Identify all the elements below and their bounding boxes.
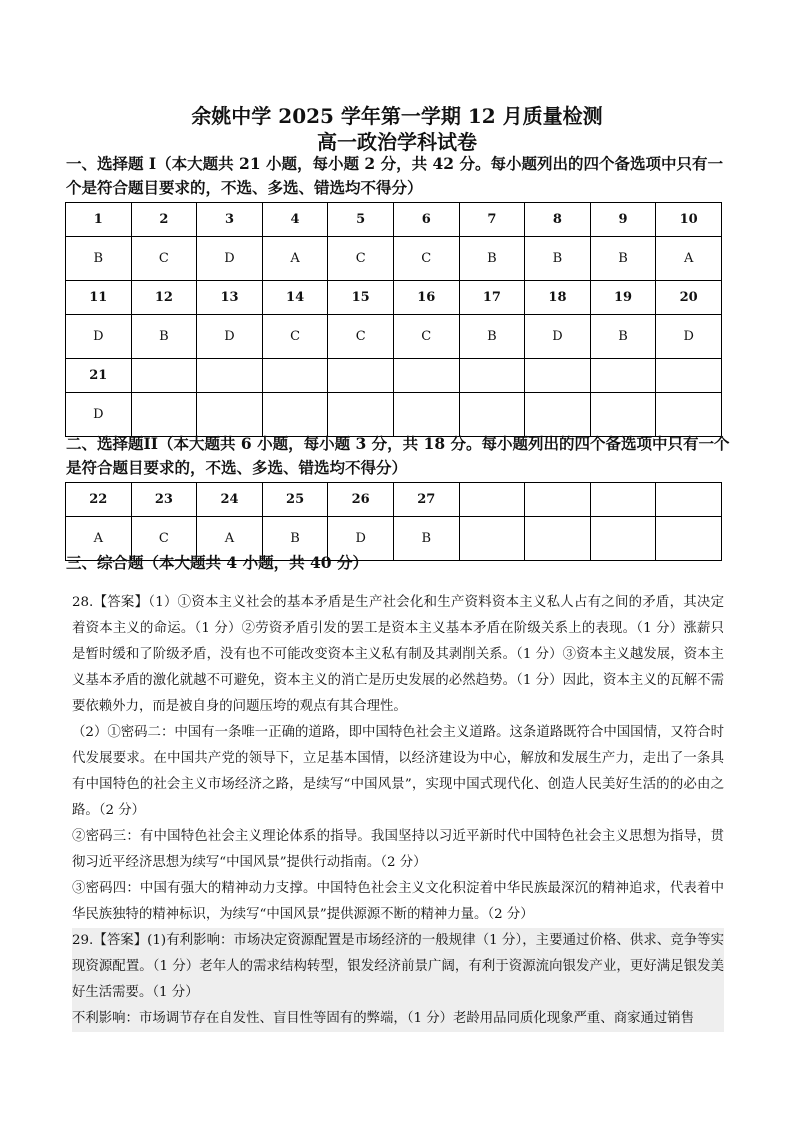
answer-cell [131, 393, 197, 437]
answer-cell: A [197, 517, 263, 561]
document-subtitle: 高一政治学科试卷 [317, 130, 477, 154]
question-number-cell [525, 359, 591, 393]
question-number-cell: 22 [66, 483, 132, 517]
answer-cell: B [459, 315, 525, 359]
section3-heading: 三、综合题（本大题共 4 小题，共 40 分） [66, 553, 368, 572]
question-number-cell: 16 [393, 281, 459, 315]
answer-row [66, 393, 722, 437]
question-number-cell: 23 [131, 483, 197, 517]
answer-cell: D [197, 315, 263, 359]
answer-cell: B [459, 237, 525, 281]
answer-table-1 [65, 202, 722, 437]
question-number-cell: 6 [393, 203, 459, 237]
answer-row [66, 315, 722, 359]
question-number-cell [590, 483, 656, 517]
answer-cell: A [66, 517, 132, 561]
answer-28-4: ③密码四：中国有强大的精神动力支撑。中国特色社会主义文化积淀着中华民族最深沉的精神追求，代表着中华民族独特的精神标识，为续写“中国风景”提供源源不断的精神力量。（2 分） [72, 881, 724, 922]
answer-cell [656, 393, 722, 437]
question-number-cell [197, 359, 263, 393]
question-number-cell: 27 [393, 483, 459, 517]
question-number-cell: 12 [131, 281, 197, 315]
question-number-cell [131, 359, 197, 393]
answer-28-2: （2）①密码二：中国有一条唯一正确的道路，即中国特色社会主义道路。这条道路既符合中国国情，又符合时代发展要求。在中国共产党的领导下，立足基本国情，以经济建设为中心，解放和发展生产力，走出了一条具有中国特色的社会主义市场经济之路，是续写“中国风景”，实现中国式现代化、创造人民美好生活的的必由之路。（2 分） [72, 725, 724, 818]
question-number-cell: 7 [459, 203, 525, 237]
answer-cell: C [393, 315, 459, 359]
answer-cell: A [262, 237, 328, 281]
answer-cell: B [590, 315, 656, 359]
question-number-cell: 5 [328, 203, 394, 237]
answer-table-2 [65, 482, 722, 561]
answer-body [72, 590, 724, 1032]
question-number-cell: 24 [197, 483, 263, 517]
question-number-cell [459, 359, 525, 393]
section2-heading: 二、选择题II（本大题共 6 小题，每小题 3 分，共 18 分。每小题列出的四个备选项中只有一个是符合题目要求的，不选、多选、错选均不得分） [66, 434, 730, 477]
answer-29-2: 不利影响：市场调节存在自发性、盲目性等固有的弊端，（1 分）老龄用品同质化现象严重、商家通过销售 [72, 1006, 724, 1032]
answer-cell: C [328, 315, 394, 359]
question-number-cell: 14 [262, 281, 328, 315]
answer-cell [262, 393, 328, 437]
answer-cell: B [262, 517, 328, 561]
answer-cell: C [328, 237, 394, 281]
answer-cell: B [131, 315, 197, 359]
answer-cell: D [66, 393, 132, 437]
question-number-cell [459, 483, 525, 517]
answer-cell: B [66, 237, 132, 281]
question-number-cell [525, 483, 591, 517]
question-number-row [66, 483, 722, 517]
answer-cell [590, 393, 656, 437]
section1-heading: 一、选择题 I（本大题共 21 小题，每小题 2 分，共 42 分。每小题列出的四个备选项中只有一个是符合题目要求的，不选、多选、错选均不得分） [66, 154, 723, 197]
answer-cell: C [131, 237, 197, 281]
question-number-cell: 8 [525, 203, 591, 237]
question-number-cell [590, 359, 656, 393]
answer-cell [393, 393, 459, 437]
answer-cell [328, 393, 394, 437]
question-number-cell: 17 [459, 281, 525, 315]
question-number-row [66, 281, 722, 315]
question-number-cell: 1 [66, 203, 132, 237]
question-number-cell [328, 359, 394, 393]
question-number-row [66, 359, 722, 393]
question-number-cell: 21 [66, 359, 132, 393]
question-number-cell: 3 [197, 203, 263, 237]
question-number-cell [656, 483, 722, 517]
question-number-cell [393, 359, 459, 393]
question-number-cell: 25 [262, 483, 328, 517]
answer-cell: A [656, 237, 722, 281]
question-number-cell: 26 [328, 483, 394, 517]
answer-cell [197, 393, 263, 437]
answer-cell: D [656, 315, 722, 359]
question-number-row [66, 203, 722, 237]
document-title: 余姚中学 2025 学年第一学期 12 月质量检测 [191, 104, 603, 128]
answer-row [66, 237, 722, 281]
answer-cell: C [393, 237, 459, 281]
answer-cell: B [525, 237, 591, 281]
question-number-cell: 20 [656, 281, 722, 315]
answer-cell: D [66, 315, 132, 359]
question-number-cell: 9 [590, 203, 656, 237]
question-number-cell: 18 [525, 281, 591, 315]
answer-cell: C [262, 315, 328, 359]
answer-28-1: 28.【答案】（1）①资本主义社会的基本矛盾是生产社会化和生产资料资本主义私人占有之间的矛盾，其决定着资本主义的命运。（1 分）②劳资矛盾引发的罢工是资本主义基本矛盾在阶级关系上的表现。（1 分）涨薪只是暂时缓和了阶级矛盾，没有也不可能改变资本主义私有制及其剥削关系。（1 分）③资本主义越发展，资本主义基本矛盾的激化就越不可避免，资本主义的消亡是历史发展的必然趋势。（1 分）因此，资本主义的瓦解不需要依赖外力，而是被自身的问题压垮的观点有其合理性。 [72, 595, 724, 714]
answer-cell [459, 393, 525, 437]
question-number-cell: 2 [131, 203, 197, 237]
answer-29-1: 29.【答案】(1)有利影响：市场决定资源配置是市场经济的一般规律（1 分），主要通过价格、供求、竞争等实现资源配置。（1 分）老年人的需求结构转型，银发经济前景广阔，有利于资源流向银发产业，更好满足银发美好生活需要。（1 分） [72, 928, 724, 1006]
answer-cell: B [393, 517, 459, 561]
question-number-cell: 19 [590, 281, 656, 315]
question-number-cell: 15 [328, 281, 394, 315]
answer-cell: C [131, 517, 197, 561]
answer-cell: D [328, 517, 394, 561]
question-number-cell: 10 [656, 203, 722, 237]
question-number-cell [656, 359, 722, 393]
question-number-cell: 4 [262, 203, 328, 237]
question-number-cell: 13 [197, 281, 263, 315]
answer-cell: D [525, 315, 591, 359]
question-number-cell [262, 359, 328, 393]
answer-cell [525, 393, 591, 437]
answer-28-3: ②密码三：有中国特色社会主义理论体系的指导。我国坚持以习近平新时代中国特色社会主义思想为指导，贯彻习近平经济思想为续写“中国风景”提供行动指南。（2 分） [72, 829, 724, 870]
answer-cell: B [590, 237, 656, 281]
answer-cell: D [197, 237, 263, 281]
question-number-cell: 11 [66, 281, 132, 315]
